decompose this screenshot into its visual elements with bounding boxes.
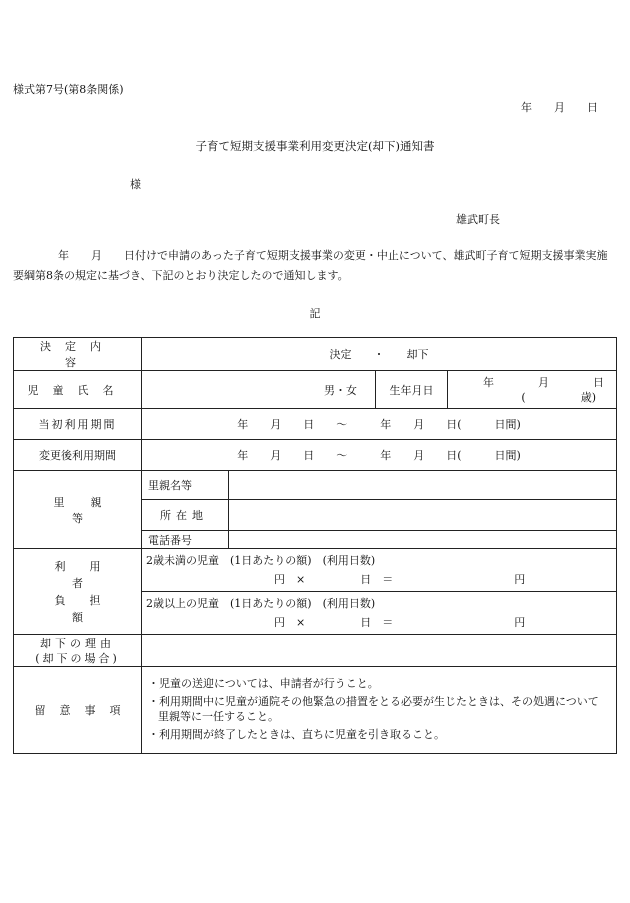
foster-address-label: 所在地 bbox=[142, 500, 229, 531]
decision-table bbox=[13, 337, 617, 754]
rejection-label-line2: (却下の場合) bbox=[35, 651, 120, 665]
foster-address-value[interactable] bbox=[229, 500, 617, 531]
notes-row bbox=[14, 667, 617, 754]
changed-period-value: 年 月 日 ～ 年 月 日( 日間) bbox=[142, 440, 617, 471]
initial-period-label: 当初利用期間 bbox=[14, 409, 142, 440]
notes-cell bbox=[142, 667, 617, 754]
burden-under2-row bbox=[14, 549, 617, 592]
ki-marker: 記 bbox=[309, 307, 321, 320]
burden-under2-heading: 2歳未満の児童 (1日あたりの額) (利用日数) bbox=[146, 554, 376, 567]
initial-period-row bbox=[14, 409, 617, 440]
issuer-name: 雄武町長 bbox=[456, 213, 500, 226]
notes-label bbox=[14, 667, 142, 754]
burden-under2-calc: 円 × 日 ＝ 円 bbox=[274, 573, 526, 586]
birth-cell bbox=[448, 371, 617, 409]
foster-name-label: 里親名等 bbox=[142, 471, 229, 500]
notice-body: 年 月 日付けで申請のあった子育て短期支援事業の変更・中止について、雄武町子育て短期支援事業実施要綱第8条の規定に基づき、下記のとおり決定したので通知します。 bbox=[13, 249, 608, 282]
burden-under2-cell bbox=[142, 549, 617, 592]
rejection-label-line1: 却下の理由 bbox=[40, 636, 115, 650]
recipient-suffix: 様 bbox=[130, 178, 141, 191]
changed-period-label: 変更後利用期間 bbox=[14, 440, 142, 471]
burden-label-line1: 利用者 bbox=[54, 559, 125, 590]
note-item: ・利用期間が終了したときは、直ちに児童を引き取ること。 bbox=[148, 728, 445, 741]
foster-name-row bbox=[14, 471, 617, 500]
rejection-value[interactable] bbox=[142, 635, 617, 667]
burden-over2-calc: 円 × 日 ＝ 円 bbox=[274, 616, 526, 629]
child-name-label bbox=[14, 371, 142, 409]
foster-phone-label: 電話番号 bbox=[142, 531, 229, 549]
rejection-label bbox=[14, 635, 142, 667]
burden-over2-cell bbox=[142, 592, 617, 635]
changed-period-row bbox=[14, 440, 617, 471]
decision-value: 決定 ・ 却下 bbox=[142, 338, 617, 371]
initial-period-value: 年 月 日 ～ 年 月 日( 日間) bbox=[142, 409, 617, 440]
decision-row bbox=[14, 338, 617, 371]
birth-label: 生年月日 bbox=[376, 371, 448, 409]
form-number: 様式第7号(第8条関係) bbox=[13, 83, 124, 96]
foster-label-text: 里親等 bbox=[53, 495, 128, 525]
burden-label-line2: 負担額 bbox=[54, 593, 125, 624]
note-item: ・利用期間中に児童が通院その他緊急の措置をとる必要が生じたときは、その処遇について里親等に一任すること。 bbox=[148, 695, 599, 723]
decision-label-text: 決定内容 bbox=[40, 340, 115, 369]
decision-label bbox=[14, 338, 142, 371]
burden-over2-heading: 2歳以上の児童 (1日あたりの額) (利用日数) bbox=[146, 597, 376, 610]
foster-name-value[interactable] bbox=[229, 471, 617, 500]
foster-label bbox=[14, 471, 142, 549]
document-title: 子育て短期支援事業利用変更決定(却下)通知書 bbox=[195, 139, 435, 153]
foster-phone-value[interactable] bbox=[229, 531, 617, 549]
note-item: ・児童の送迎については、申請者が行うこと。 bbox=[148, 677, 379, 690]
child-sex: 男・女 bbox=[142, 371, 376, 409]
child-row bbox=[14, 371, 617, 409]
notes-label-text: 留意事項 bbox=[34, 704, 135, 717]
rejection-row bbox=[14, 635, 617, 667]
age-value: ( 歳) bbox=[521, 390, 596, 404]
birth-value: 年 月 日 bbox=[483, 375, 604, 389]
child-name-label-text: 児童氏名 bbox=[27, 383, 128, 397]
burden-label bbox=[14, 549, 142, 635]
issue-date: 年 月 日 bbox=[521, 101, 598, 114]
